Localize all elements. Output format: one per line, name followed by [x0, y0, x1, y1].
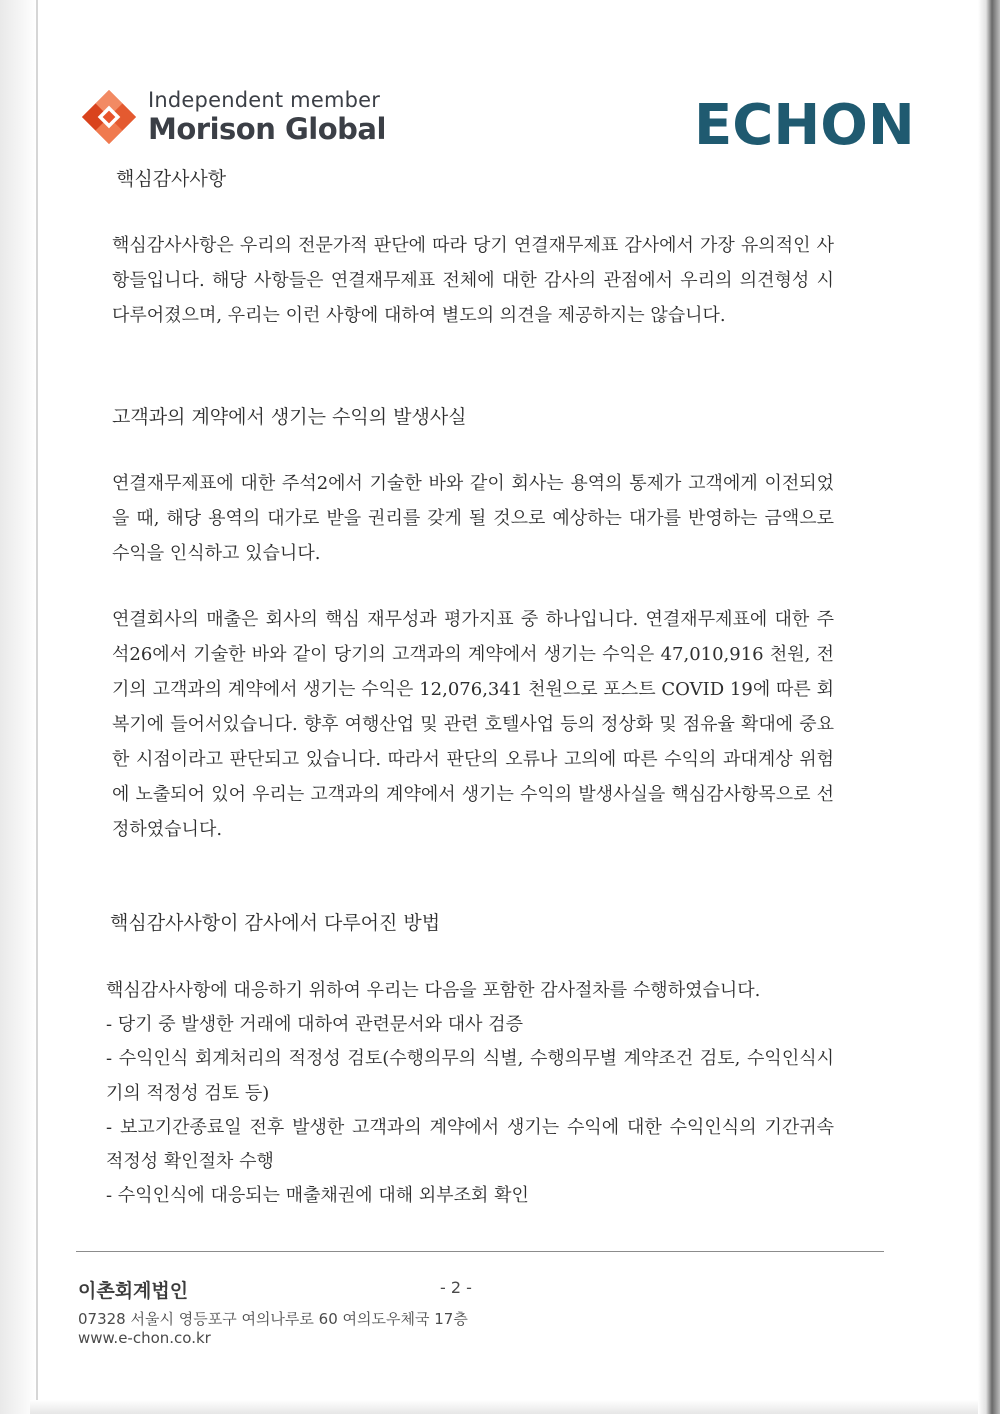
key-audit-matters-paragraph: 핵심감사사항은 우리의 전문가적 판단에 따라 당기 연결재무제표 감사에서 가장 유의적인 사항들입니다. 해당 사항들은 연결재무제표 전체에 대한 감사의 관점에서 우리의 의견형성 시 다루어졌으며, 우리는 이런 사항에 대하여 별도의 의견을 제공하지는 않습니다. [112, 235, 834, 326]
scan-shadow-left [0, 0, 36, 1414]
scan-shadow-bottom [30, 1400, 978, 1414]
scan-shadow-right [978, 0, 1000, 1414]
revenue-risk-paragraph: 연결회사의 매출은 회사의 핵심 재무성과 평가지표 중 하나입니다. 연결재무제표에 대한 주석26에서 기술한 바와 같이 당기의 고객과의 계약에서 생기는 수익은 47,010,916 천원, 전기의 고객과의 계약에서 생기는 수익은 12,076,341 천원으로 포스트 COVID 19에 따른 회복기에 들어서있습니다. 향후 여행산업 및 관련 호텔사업 등의 정상화 및 점유율 확대에 중요한 시점이라고 판단되고 있습니다. 따라서 판단의 오류나 고의에 따른 수익의 과대계상 위험에 노출되어 있어 우리는 고객과의 계약에서 생기는 수익의 발생사실을 핵심감사항목으로 선정하였습니다. [112, 609, 834, 840]
footer-website-link[interactable]: www.e-chon.co.kr [78, 1329, 211, 1347]
section-heading-revenue-occurrence: 고객과의 계약에서 생기는 수익의 발생사실 [112, 406, 467, 428]
echon-brand-logo: ECHON [694, 93, 915, 158]
scan-binding-line [36, 0, 38, 1414]
list-item: - 수익인식 회계처리의 적정성 검토(수행의무의 식별, 수행의무별 계약조건 검토, 수익인식시기의 적정성 검토 등) [106, 1048, 834, 1104]
list-item: - 보고기간종료일 전후 발생한 고객과의 계약에서 생기는 수익에 대한 수익인식의 기간귀속 적정성 확인절차 수행 [106, 1116, 834, 1173]
morison-global-wordmark [148, 88, 386, 146]
logo-name: Morison Global [148, 112, 386, 146]
footer-firm-name: 이촌회계법인 [78, 1280, 189, 1302]
section-heading-key-audit-matters: 핵심감사사항 [116, 168, 227, 190]
section-heading-audit-approach: 핵심감사사항이 감사에서 다루어진 방법 [110, 912, 441, 934]
footer-address: 07328 서울시 영등포구 여의나루로 60 여의도우체국 17층 [78, 1310, 468, 1328]
audit-procedures-list [106, 974, 834, 1213]
list-item: - 수익인식에 대응되는 매출채권에 대해 외부조회 확인 [106, 1185, 529, 1207]
morison-global-logo-icon [82, 90, 136, 144]
list-item: - 당기 중 발생한 거래에 대하여 관련문서와 대사 검증 [106, 1014, 524, 1036]
page-number: - 2 - [440, 1278, 472, 1297]
footer-divider [76, 1251, 884, 1252]
revenue-recognition-paragraph: 연결재무제표에 대한 주석2에서 기술한 바와 같이 회사는 용역의 통제가 고객에게 이전되었을 때, 해당 용역의 대가로 받을 권리를 갖게 될 것으로 예상하는 대가를 반영하는 금액으로 수익을 인식하고 있습니다. [112, 473, 834, 564]
logo-tagline: Independent member [148, 88, 381, 112]
audit-procedures-intro: 핵심감사사항에 대응하기 위하여 우리는 다음을 포함한 감사절차를 수행하였습니다. [106, 980, 761, 1001]
